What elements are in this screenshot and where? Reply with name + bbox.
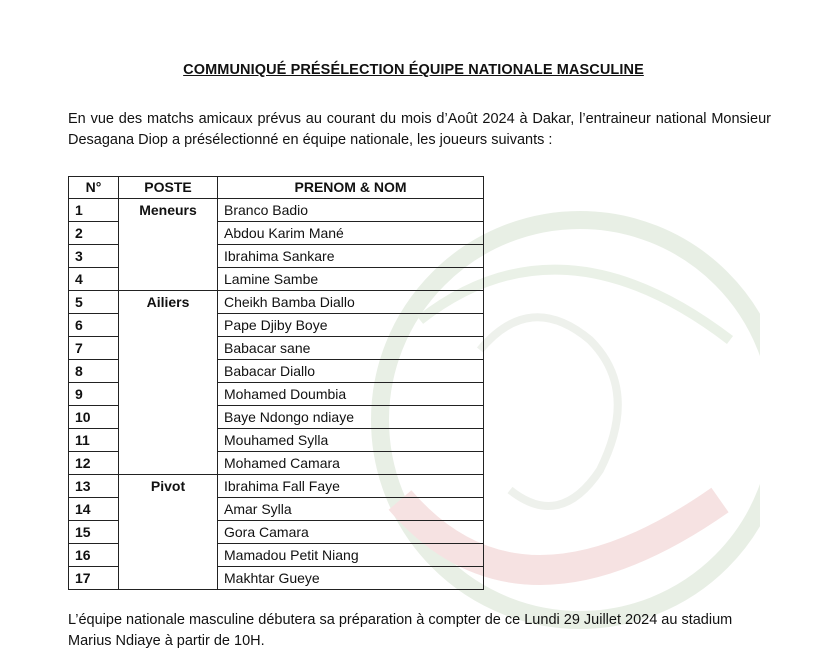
player-number: 8 <box>69 360 119 383</box>
player-name: Makhtar Gueye <box>218 567 484 590</box>
player-name: Mouhamed Sylla <box>218 429 484 452</box>
header-number: N° <box>69 177 119 199</box>
player-number: 12 <box>69 452 119 475</box>
table-row <box>69 199 484 222</box>
player-number: 5 <box>69 291 119 314</box>
player-number: 3 <box>69 245 119 268</box>
player-number: 1 <box>69 199 119 222</box>
player-number: 7 <box>69 337 119 360</box>
player-number: 15 <box>69 521 119 544</box>
player-number: 16 <box>69 544 119 567</box>
player-name: Mohamed Doumbia <box>218 383 484 406</box>
player-name: Gora Camara <box>218 521 484 544</box>
player-name: Ibrahima Fall Faye <box>218 475 484 498</box>
header-poste: POSTE <box>119 177 218 199</box>
player-name: Branco Badio <box>218 199 484 222</box>
table-row <box>69 475 484 498</box>
roster-table <box>68 176 484 590</box>
player-name: Babacar Diallo <box>218 360 484 383</box>
player-name: Abdou Karim Mané <box>218 222 484 245</box>
roster-body <box>69 199 484 590</box>
player-name: Ibrahima Sankare <box>218 245 484 268</box>
player-name: Amar Sylla <box>218 498 484 521</box>
player-name: Lamine Sambe <box>218 268 484 291</box>
position-group: Pivot <box>119 475 218 590</box>
player-name: Baye Ndongo ndiaye <box>218 406 484 429</box>
player-name: Cheikh Bamba Diallo <box>218 291 484 314</box>
table-header-row <box>69 177 484 199</box>
player-number: 11 <box>69 429 119 452</box>
position-group: Ailiers <box>119 291 218 475</box>
player-name: Pape Djiby Boye <box>218 314 484 337</box>
table-row <box>69 291 484 314</box>
player-number: 2 <box>69 222 119 245</box>
page-title: COMMUNIQUÉ PRÉSÉLECTION ÉQUIPE NATIONALE MASCULINE <box>183 62 644 78</box>
player-number: 9 <box>69 383 119 406</box>
player-number: 13 <box>69 475 119 498</box>
player-name: Mohamed Camara <box>218 452 484 475</box>
player-number: 10 <box>69 406 119 429</box>
player-number: 14 <box>69 498 119 521</box>
header-name: PRENOM & NOM <box>218 177 484 199</box>
player-name: Babacar sane <box>218 337 484 360</box>
intro-paragraph: En vue des matchs amicaux prévus au courant du mois d’Août 2024 à Dakar, l’entraineur national Monsieur Desagana Diop a présélectionné en équipe nationale, les joueurs suivants : <box>68 111 771 148</box>
player-number: 4 <box>69 268 119 291</box>
player-name: Mamadou Petit Niang <box>218 544 484 567</box>
position-group: Meneurs <box>119 199 218 291</box>
player-number: 17 <box>69 567 119 590</box>
footer-paragraph: L’équipe nationale masculine débutera sa préparation à compter de ce Lundi 29 Juillet 2024 au stadium Marius Ndiaye à partir de 10H. <box>68 612 733 649</box>
player-number: 6 <box>69 314 119 337</box>
